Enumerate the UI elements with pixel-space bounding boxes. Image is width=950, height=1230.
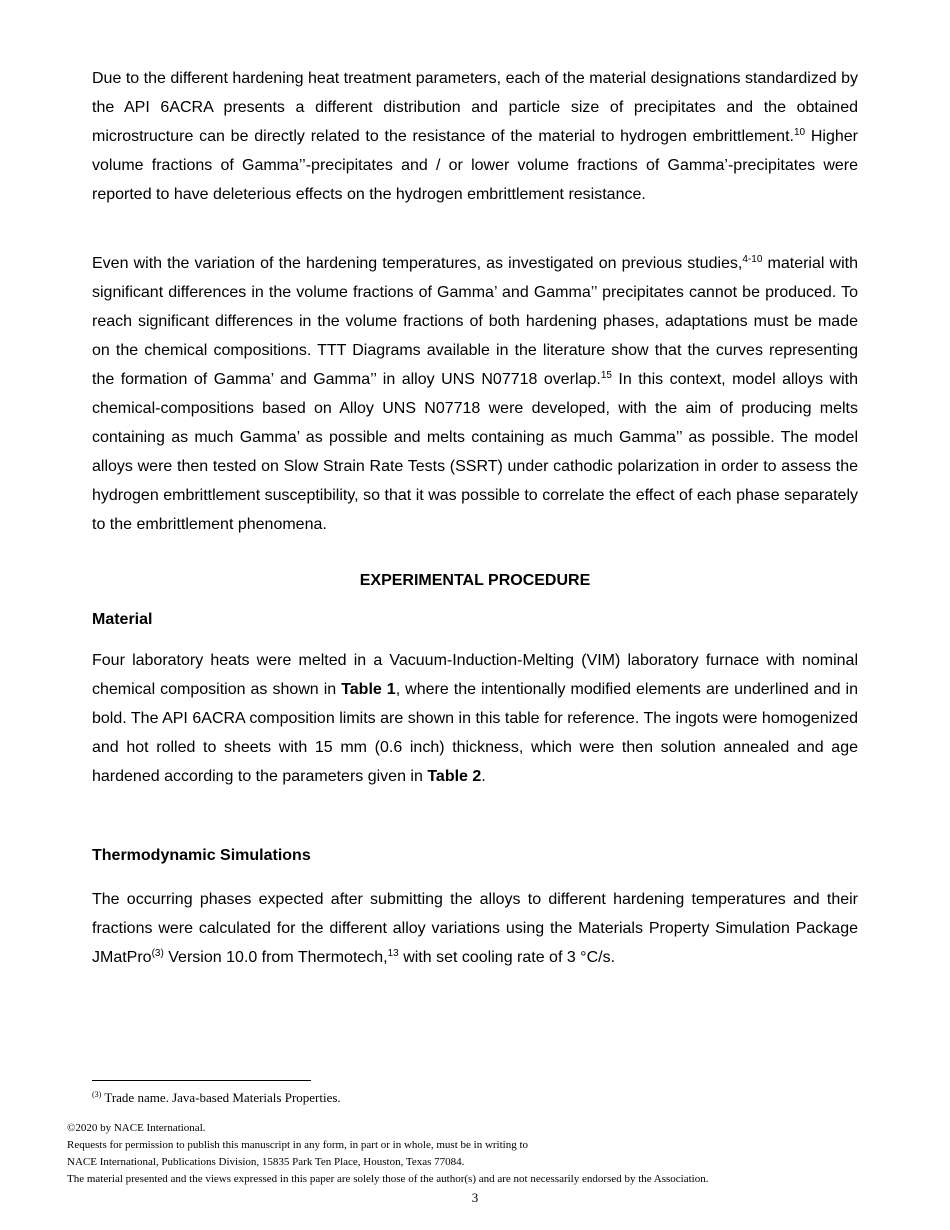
- footnote: $^{(3)}$ Trade name. Java-based Materials Properties.: [92, 1090, 341, 1105]
- permission-line: Requests for permission to publish this manuscript in any form, in part or in whole, must be in writing to: [67, 1139, 529, 1151]
- citation-ref: 4-10: [742, 254, 763, 265]
- paragraph-thermodynamic-simulations: The occurring phases expected after submitting the alloys to different hardening temperatures and their fractions were calculated for the different alloy variations using the Materials Property Simulation Package JMatPro$^{(3)}$ Version 10.0 from Thermotech,$^{13}$ with set cooling rate of 3 °C/s.: [92, 891, 858, 966]
- paragraph-model-alloys: Even with the variation of the hardening temperatures, as investigated on previous studies,$^{4-10}$ material with significant differences in the volume fractions of Gamma’ and Gamma’’ precipitates cannot be produced. To reach significant differences in the volume fractions of both hardening phases, adaptations must be made on the chemical compositions. TTT Diagrams available in the literature show that the curves representing the formation of Gamma’ and Gamma’’ in alloy UNS N07718 overlap.$^{15}$ In this context, model alloys with chemical-compositions based on Alloy UNS N07718 were developed, with the aim of producing melts containing as much Gamma’ as possible and melts containing as much Gamma’’ as possible. The model alloys were then tested on Slow Strain Rate Tests (SSRT) under cathodic polarization in order to assess the hydrogen embrittlement susceptibility, so that it was possible to correlate the effect of each phase separately to the embrittlement phenomena.: [92, 254, 859, 533]
- table-2-reference: Table 2: [427, 768, 482, 785]
- subheading-material: Material: [92, 611, 153, 628]
- page-number: 3: [471, 1190, 479, 1205]
- table-1-reference: Table 1: [341, 681, 396, 698]
- section-heading-experimental-procedure: EXPERIMENTAL PROCEDURE: [359, 572, 591, 589]
- paragraph-hardening-treatment: Due to the different hardening heat treatment parameters, each of the material designations standardized by the API 6ACRA presents a different distribution and particle size of precipitates and the obtained microstructure can be directly related to the resistance of the material to hydrogen embrittlement.$^{10}$ Higher volume fractions of Gamma’’-precipitates and / or lower volume fractions of Gamma’-precipitates were reported to have deleterious effects on the hydrogen embrittlement resistance.: [92, 70, 859, 203]
- citation-ref: 10: [793, 127, 806, 138]
- citation-ref: 15: [600, 370, 612, 381]
- footnote-divider: [92, 1080, 311, 1081]
- copyright-line: ©2020 by NACE International.: [67, 1122, 206, 1134]
- subheading-thermodynamic-simulations: Thermodynamic Simulations: [92, 847, 311, 864]
- disclaimer-line: The material presented and the views expressed in this paper are solely those of the author(s) and are not necessarily endorsed by the Association.: [67, 1173, 709, 1185]
- copyright-notice: [67, 1120, 708, 1188]
- paragraph-material: Four laboratory heats were melted in a Vacuum-Induction-Melting (VIM) laboratory furnace with nominal chemical composition as shown in Table 1, where the intentionally modified elements are underlined and in bold. The API 6ACRA composition limits are shown in this table for reference. The ingots were homogenized and hot rolled to sheets with 15 mm (0.6 inch) thickness, which were then solution annealed and age hardened according to the parameters given in Table 2.: [92, 652, 858, 785]
- address-line: NACE International, Publications Division, 15835 Park Ten Place, Houston, Texas 77084.: [67, 1156, 465, 1168]
- footnote-mark: (3): [92, 1090, 102, 1099]
- citation-ref: 13: [387, 948, 399, 959]
- footnote-marker: (3): [151, 948, 164, 959]
